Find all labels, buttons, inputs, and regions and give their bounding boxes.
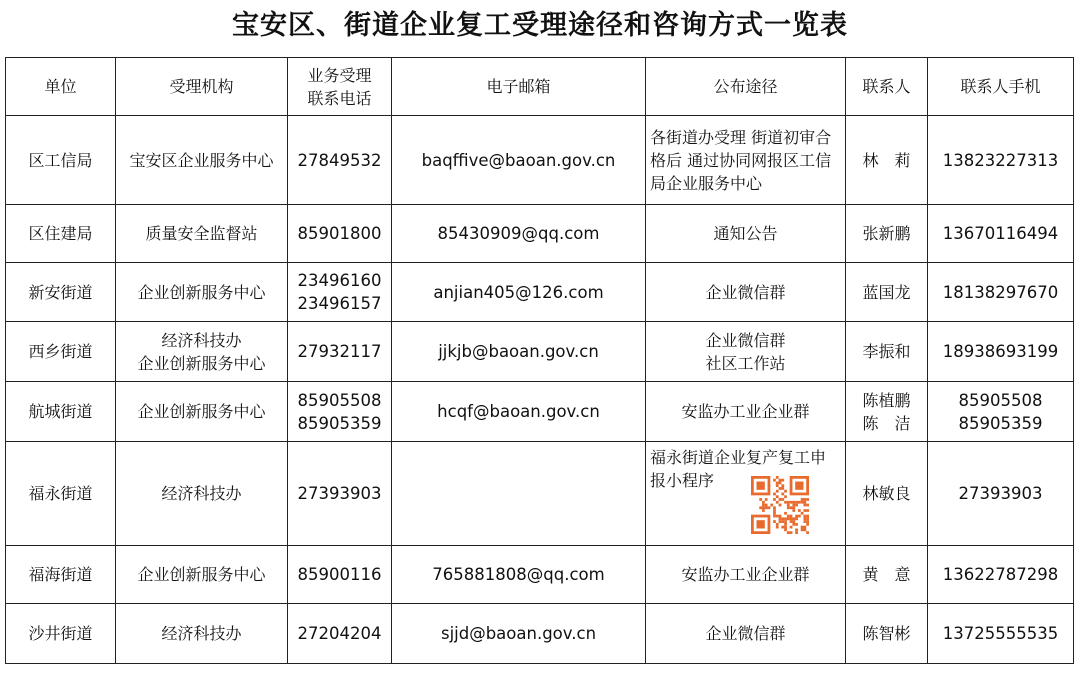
contact-cell <box>846 116 928 205</box>
mobile-cell <box>928 116 1074 205</box>
contact-cell <box>846 604 928 664</box>
header-phone-line1: 业务受理 <box>307 65 372 85</box>
unit-cell: 福海街道 <box>6 546 116 604</box>
agency-cell-line: 经济科技办 <box>161 330 242 350</box>
phone-cell-line: 27932117 <box>297 342 382 361</box>
header-mobile: 联系人手机 <box>928 58 1074 116</box>
agency-cell <box>116 205 288 263</box>
contact-cell-line: 陈智彬 <box>862 624 911 643</box>
channel-cell <box>646 322 846 382</box>
channel-cell-line: 安监办工业企业群 <box>681 402 810 421</box>
channel-cell <box>646 263 846 322</box>
phone-cell-line: 23496157 <box>297 294 382 313</box>
phone-cell-line: 85901800 <box>297 224 382 243</box>
mobile-cell-line: 85905359 <box>958 413 1043 433</box>
phone-cell <box>288 546 392 604</box>
phone-cell <box>288 604 392 664</box>
email-cell: hcqf@baoan.gov.cn <box>392 382 646 442</box>
agency-cell <box>116 382 288 442</box>
channel-cell <box>646 116 846 205</box>
contact-cell <box>846 322 928 382</box>
channel-cell-line: 企业微信群 <box>705 282 786 302</box>
agency-cell-line: 企业创新服务中心 <box>137 402 266 421</box>
page-title: 宝安区、街道企业复工受理途径和咨询方式一览表 <box>232 10 848 41</box>
contact-cell-line: 张新鹏 <box>862 224 911 243</box>
phone-cell <box>288 382 392 442</box>
mobile-cell <box>928 604 1074 664</box>
contact-cell <box>846 442 928 546</box>
unit-cell: 西乡街道 <box>6 322 116 382</box>
phone-cell-line: 85900116 <box>297 565 382 584</box>
channel-cell-line: 报小程序 <box>650 471 715 490</box>
channel-cell-line: 安监办工业企业群 <box>681 565 810 584</box>
mobile-cell-line: 13670116494 <box>942 224 1059 243</box>
channel-cell-line: 局企业服务中心 <box>650 173 763 193</box>
mobile-cell-line: 13823227313 <box>942 150 1059 170</box>
agency-cell-line: 企业创新服务中心 <box>137 282 266 302</box>
contact-cell <box>846 263 928 322</box>
header-email: 电子邮箱 <box>392 58 646 116</box>
contact-cell-line: 陈植鹏 <box>862 390 911 410</box>
email-cell: sjjd@baoan.gov.cn <box>392 604 646 664</box>
contact-cell <box>846 205 928 263</box>
agency-cell <box>116 546 288 604</box>
unit-cell: 新安街道 <box>6 263 116 322</box>
header-row <box>6 58 1074 116</box>
agency-cell-line: 经济科技办 <box>161 484 242 503</box>
channel-cell-line: 社区工作站 <box>705 353 786 373</box>
mobile-cell-line: 13622787298 <box>942 565 1059 584</box>
channel-cell <box>646 442 846 546</box>
phone-cell-line: 27204204 <box>297 624 382 643</box>
header-unit: 单位 <box>6 58 116 116</box>
header-contact: 联系人 <box>846 58 928 116</box>
unit-cell: 福永街道 <box>6 442 116 546</box>
contact-cell-line: 林敏良 <box>862 484 911 503</box>
phone-cell-line: 85905359 <box>297 413 382 433</box>
email-cell: 765881808@qq.com <box>392 546 646 604</box>
contact-cell <box>846 546 928 604</box>
phone-cell-line: 85905508 <box>297 390 382 410</box>
contact-cell-line: 蓝国龙 <box>862 282 911 302</box>
table-row <box>6 205 1074 263</box>
contact-cell-line: 林 莉 <box>862 150 911 170</box>
header-agency: 受理机构 <box>116 58 288 116</box>
qr-code-icon <box>751 476 809 534</box>
unit-cell: 沙井街道 <box>6 604 116 664</box>
unit-cell: 区工信局 <box>6 116 116 205</box>
contact-table <box>5 57 1074 664</box>
header-channel: 公布途径 <box>646 58 846 116</box>
unit-cell: 航城街道 <box>6 382 116 442</box>
channel-cell <box>646 604 846 664</box>
channel-cell-line: 福永街道企业复产复工申 <box>650 448 827 467</box>
email-cell: 85430909@qq.com <box>392 205 646 263</box>
header-phone <box>288 58 392 116</box>
channel-cell-line: 企业微信群 <box>705 330 786 350</box>
mobile-cell <box>928 382 1074 442</box>
mobile-cell-line: 85905508 <box>958 390 1043 410</box>
unit-cell: 区住建局 <box>6 205 116 263</box>
mobile-cell-line: 18938693199 <box>942 342 1059 361</box>
channel-cell <box>646 546 846 604</box>
channel-cell-line: 各街道办受理 街道初审合 <box>650 127 832 147</box>
agency-cell-line: 宝安区企业服务中心 <box>129 150 274 170</box>
table-row <box>6 322 1074 382</box>
mobile-cell-line: 18138297670 <box>942 282 1059 302</box>
mobile-cell <box>928 322 1074 382</box>
channel-cell-line: 格后 通过协同网报区工信 <box>650 150 832 170</box>
phone-cell-line: 23496160 <box>297 271 382 290</box>
contact-cell <box>846 382 928 442</box>
phone-cell <box>288 205 392 263</box>
mobile-cell-line: 27393903 <box>958 484 1043 503</box>
table-row <box>6 546 1074 604</box>
email-cell: baqffive@baoan.gov.cn <box>392 116 646 205</box>
table-row <box>6 604 1074 664</box>
channel-cell <box>646 382 846 442</box>
email-cell: jjkjb@baoan.gov.cn <box>392 322 646 382</box>
phone-cell-line: 27849532 <box>297 150 382 170</box>
agency-cell-line: 企业创新服务中心 <box>137 353 266 373</box>
table-row <box>6 382 1074 442</box>
email-cell <box>392 442 646 546</box>
table-row <box>6 442 1074 546</box>
phone-cell <box>288 322 392 382</box>
agency-cell <box>116 604 288 664</box>
mobile-cell <box>928 263 1074 322</box>
mobile-cell-line: 13725555535 <box>942 624 1059 643</box>
contact-cell-line: 李振和 <box>862 342 911 361</box>
agency-cell-line: 经济科技办 <box>161 624 242 643</box>
agency-cell <box>116 116 288 205</box>
email-cell: anjian405@126.com <box>392 263 646 322</box>
agency-cell <box>116 442 288 546</box>
contact-cell-line: 陈 洁 <box>862 413 911 433</box>
channel-cell-line: 通知公告 <box>713 224 778 243</box>
mobile-cell <box>928 205 1074 263</box>
table-row <box>6 116 1074 205</box>
agency-cell <box>116 322 288 382</box>
table-row <box>6 263 1074 322</box>
mobile-cell <box>928 546 1074 604</box>
channel-cell <box>646 205 846 263</box>
agency-cell-line: 质量安全监督站 <box>145 224 258 243</box>
contact-cell-line: 黄 意 <box>862 565 911 584</box>
phone-cell-line: 27393903 <box>297 484 382 503</box>
phone-cell <box>288 442 392 546</box>
mobile-cell <box>928 442 1074 546</box>
phone-cell <box>288 116 392 205</box>
agency-cell-line: 企业创新服务中心 <box>137 565 266 584</box>
header-phone-line2: 联系电话 <box>307 88 372 108</box>
phone-cell <box>288 263 392 322</box>
channel-cell-line: 企业微信群 <box>705 624 786 643</box>
agency-cell <box>116 263 288 322</box>
